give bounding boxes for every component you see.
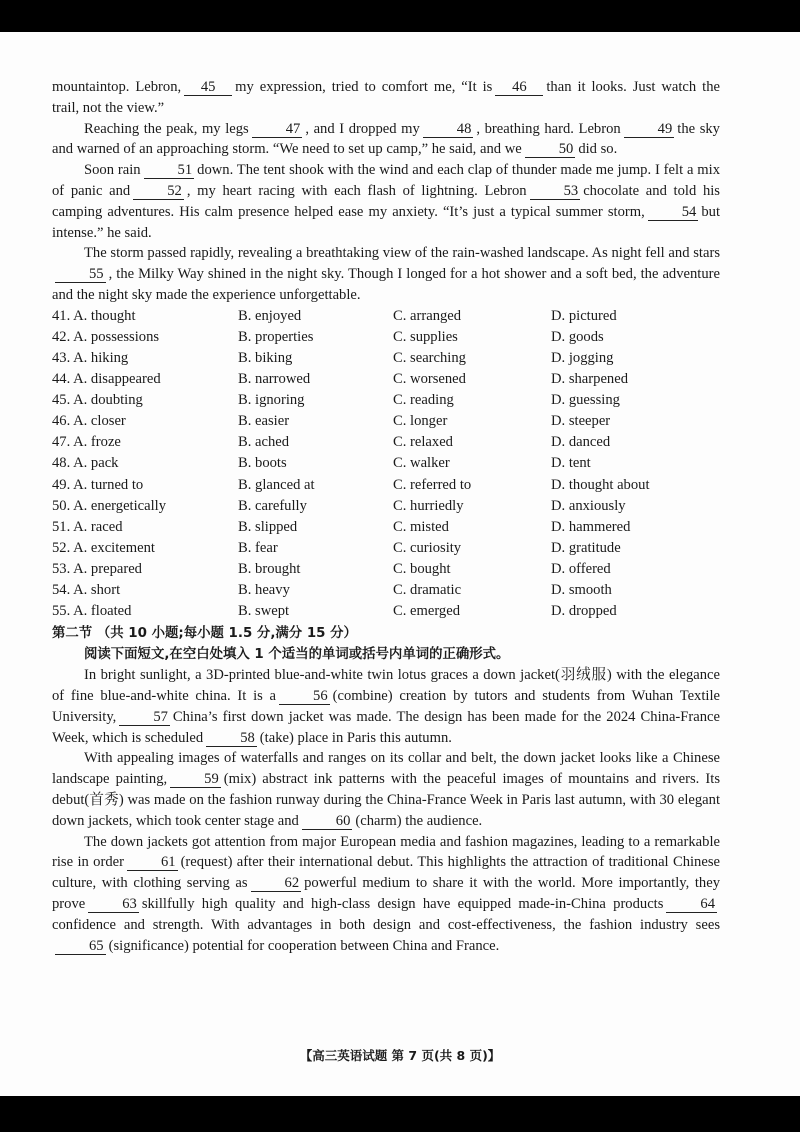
blank-53: 53 (530, 184, 581, 200)
option-a: A. short (73, 581, 121, 598)
blank-57: 57 (119, 710, 170, 726)
option-c: C. searching (393, 349, 466, 366)
option-b: B. ached (238, 434, 290, 451)
blank-48: 48 (423, 122, 474, 138)
option-b: B. swept (238, 603, 290, 620)
blank-63: 63 (88, 897, 139, 913)
option-c: C. reading (393, 392, 454, 409)
option-row-51 (52, 517, 720, 538)
text: (combine) creation by tutors and students from Wuhan Textile University, (52, 687, 720, 725)
option-d: D. dropped (551, 603, 617, 620)
option-b: B. boots (238, 455, 287, 472)
option-b: B. carefully (238, 497, 307, 514)
text: but intense.” he said. (52, 203, 720, 241)
option-d: D. offered (551, 560, 611, 577)
blank-64: 64 (666, 897, 717, 913)
blank-56: 56 (279, 689, 330, 705)
section-instruction: 阅读下面短文,在空白处填入 1 个适当的单词或括号内单词的正确形式。 (84, 647, 510, 663)
text: China’s first down jacket was made. The design has been made for the 2024 China-France Week, which is scheduled (52, 708, 720, 746)
text: mountaintop. Lebron, (52, 79, 182, 95)
option-a: A. raced (73, 518, 123, 535)
bottom-black-bar (0, 1096, 800, 1132)
option-c: C. worsened (393, 371, 466, 388)
text: (significance) potential for cooperation between China and France. (108, 937, 500, 954)
question-number: 44. (52, 371, 71, 388)
text: Soon rain (84, 162, 141, 179)
option-c: C. arranged (393, 307, 462, 324)
blank-61: 61 (127, 855, 178, 871)
question-number: 52. (52, 539, 71, 556)
text: did so. (578, 141, 618, 158)
text: skillfully high quality and high-class design have equipped made-in-China products (141, 895, 664, 912)
option-d: D. pictured (551, 307, 617, 324)
text: confidence and strength. With advantages in both design and cost-effectiveness, the fashion industry sees (52, 916, 720, 933)
text: , my heart racing with each flash of lightning. Lebron (186, 182, 527, 199)
blank-46: 46 (495, 80, 543, 96)
option-c: C. bought (393, 560, 451, 577)
option-c: C. dramatic (393, 581, 462, 598)
option-d: D. gratitude (551, 539, 621, 556)
blank-62: 62 (251, 876, 302, 892)
section-heading: 第二节 （共 10 小题;每小题 1.5 分,满分 15 分） (52, 626, 357, 642)
blank-58: 58 (206, 731, 257, 747)
option-row-49 (52, 475, 720, 496)
option-c: C. supplies (393, 328, 458, 345)
question-number: 50. (52, 497, 71, 514)
option-row-52 (52, 538, 720, 559)
option-d: D. smooth (551, 581, 612, 598)
option-a: A. possessions (73, 328, 160, 345)
option-row-50 (52, 496, 720, 517)
option-row-42 (52, 327, 720, 348)
question-number: 46. (52, 413, 71, 430)
option-a: A. floated (73, 603, 132, 620)
option-d: D. hammered (551, 518, 631, 535)
blank-45: 45 (184, 80, 232, 96)
option-c: C. emerged (393, 603, 461, 620)
option-b: B. easier (238, 413, 290, 430)
question-number: 55. (52, 603, 71, 620)
option-row-45 (52, 390, 720, 411)
option-a: A. excitement (73, 539, 155, 556)
question-number: 49. (52, 476, 71, 493)
blank-52: 52 (133, 184, 184, 200)
question-number: 54. (52, 581, 71, 598)
option-d: D. tent (551, 455, 591, 472)
option-a: A. energetically (73, 497, 167, 514)
option-a: A. prepared (73, 560, 142, 577)
text: , breathing hard. Lebron (476, 120, 621, 137)
text: (take) place in Paris this autumn. (259, 729, 452, 746)
text: chocolate and told his camping adventures. His calm presence helped ease my anxiety. “It’s just a typical summer storm, (52, 182, 720, 220)
option-c: C. hurriedly (393, 497, 464, 514)
question-number: 45. (52, 392, 71, 409)
option-a: A. thought (73, 307, 136, 324)
question-number: 43. (52, 349, 71, 366)
question-number: 53. (52, 560, 71, 577)
blank-54: 54 (648, 205, 699, 221)
option-row-54 (52, 580, 720, 601)
top-black-bar (0, 0, 800, 32)
blank-51: 51 (144, 163, 195, 179)
blank-60: 60 (302, 814, 353, 830)
question-number: 41. (52, 307, 71, 324)
text: than it looks. Just watch the trail, not the view.” (52, 79, 720, 116)
option-c: C. relaxed (393, 434, 453, 451)
option-row-41 (52, 306, 720, 327)
option-c: C. walker (393, 455, 450, 472)
option-a: A. disappeared (73, 371, 161, 388)
option-c: C. misted (393, 518, 449, 535)
blank-59: 59 (170, 772, 221, 788)
option-d: D. anxiously (551, 497, 626, 514)
text: The storm passed rapidly, revealing a breathtaking view of the rain-washed landscape. As night fell and stars (84, 245, 720, 262)
option-a: A. froze (73, 434, 121, 451)
option-b: B. heavy (238, 581, 290, 598)
question-number: 51. (52, 518, 71, 535)
exam-page (52, 77, 720, 956)
option-b: B. brought (238, 560, 301, 577)
option-b: B. enjoyed (238, 307, 302, 324)
passage2-paragraph-2 (52, 748, 720, 831)
option-c: C. longer (393, 413, 448, 430)
passage1-paragraph-2 (52, 119, 720, 161)
blank-47: 47 (252, 122, 303, 138)
option-d: D. danced (551, 434, 611, 451)
text: my expression, tried to comfort me, “It is (235, 79, 493, 95)
blank-65: 65 (55, 939, 106, 955)
text: , and I dropped my (305, 120, 420, 137)
text: In bright sunlight, a 3D-printed blue-and-white twin lotus graces a down jacket(羽绒服) with the elegance of fine blue-and-white china. It is a (52, 667, 720, 704)
text: powerful medium to share it with the world. More importantly, they prove (52, 875, 720, 912)
blank-49: 49 (624, 122, 675, 138)
option-row-46 (52, 411, 720, 432)
text: down. The tent shook with the wind and each clap of thunder made me jump. I felt a mix of panic and (52, 162, 720, 199)
option-row-53 (52, 559, 720, 580)
text: Reaching the peak, my legs (84, 120, 249, 137)
passage2-paragraph-1 (52, 665, 720, 748)
option-row-47 (52, 432, 720, 453)
option-b: B. biking (238, 349, 293, 366)
option-row-44 (52, 369, 720, 390)
option-b: B. fear (238, 539, 278, 556)
text: the sky and warned of an approaching storm. “We need to set up camp,” he said, and we (52, 120, 720, 158)
option-row-55 (52, 601, 720, 622)
option-d: D. guessing (551, 392, 620, 409)
question-number: 47. (52, 434, 71, 451)
option-d: D. jogging (551, 349, 614, 366)
text: The down jackets got attention from major European media and fashion magazines, leading to a remarkable rise in order (52, 833, 720, 871)
option-a: A. closer (73, 413, 126, 430)
text: (request) after their international debut. This highlights the attraction of traditional Chinese culture, with clothing serving as (52, 854, 720, 892)
option-row-43 (52, 348, 720, 369)
option-a: A. doubting (73, 392, 143, 409)
option-b: B. properties (238, 328, 314, 345)
options-list (52, 306, 720, 622)
option-c: C. curiosity (393, 539, 462, 556)
option-row-48 (52, 453, 720, 474)
option-d: D. steeper (551, 413, 611, 430)
option-a: A. pack (73, 455, 119, 472)
option-d: D. goods (551, 328, 604, 345)
blank-50: 50 (525, 142, 576, 158)
passage1-paragraph-3 (52, 160, 720, 243)
option-c: C. referred to (393, 476, 472, 493)
option-b: B. ignoring (238, 392, 305, 409)
option-b: B. narrowed (238, 371, 311, 388)
text: , the Milky Way shined in the night sky. Though I longed for a hot shower and a soft bed, the adventure and the night sky made the experience unforgettable. (52, 266, 720, 303)
option-a: A. hiking (73, 349, 129, 366)
question-number: 42. (52, 328, 71, 345)
page-footer: 【高三英语试题 第 7 页(共 8 页)】 (299, 1048, 501, 1063)
option-b: B. glanced at (238, 476, 315, 493)
option-d: D. thought about (551, 476, 650, 493)
option-d: D. sharpened (551, 371, 628, 388)
option-b: B. slipped (238, 518, 298, 535)
text: With appealing images of waterfalls and ranges on its collar and belt, the down jacket looks like a Chinese landscape painting, (52, 750, 720, 788)
passage1-paragraph-1 (52, 77, 720, 119)
blank-55: 55 (55, 267, 106, 283)
question-number: 48. (52, 455, 71, 472)
passage2-paragraph-3 (52, 832, 720, 957)
option-a: A. turned to (73, 476, 144, 493)
passage1-paragraph-4 (52, 243, 720, 305)
text: (charm) the audience. (355, 812, 483, 829)
text: (mix) abstract ink patterns with the peaceful images of mountains and rivers. Its debut(首秀) was made on the fashion runway during the China-France Week in Paris last autumn, with 30 elegant down jackets, which took center stage and (52, 771, 720, 829)
